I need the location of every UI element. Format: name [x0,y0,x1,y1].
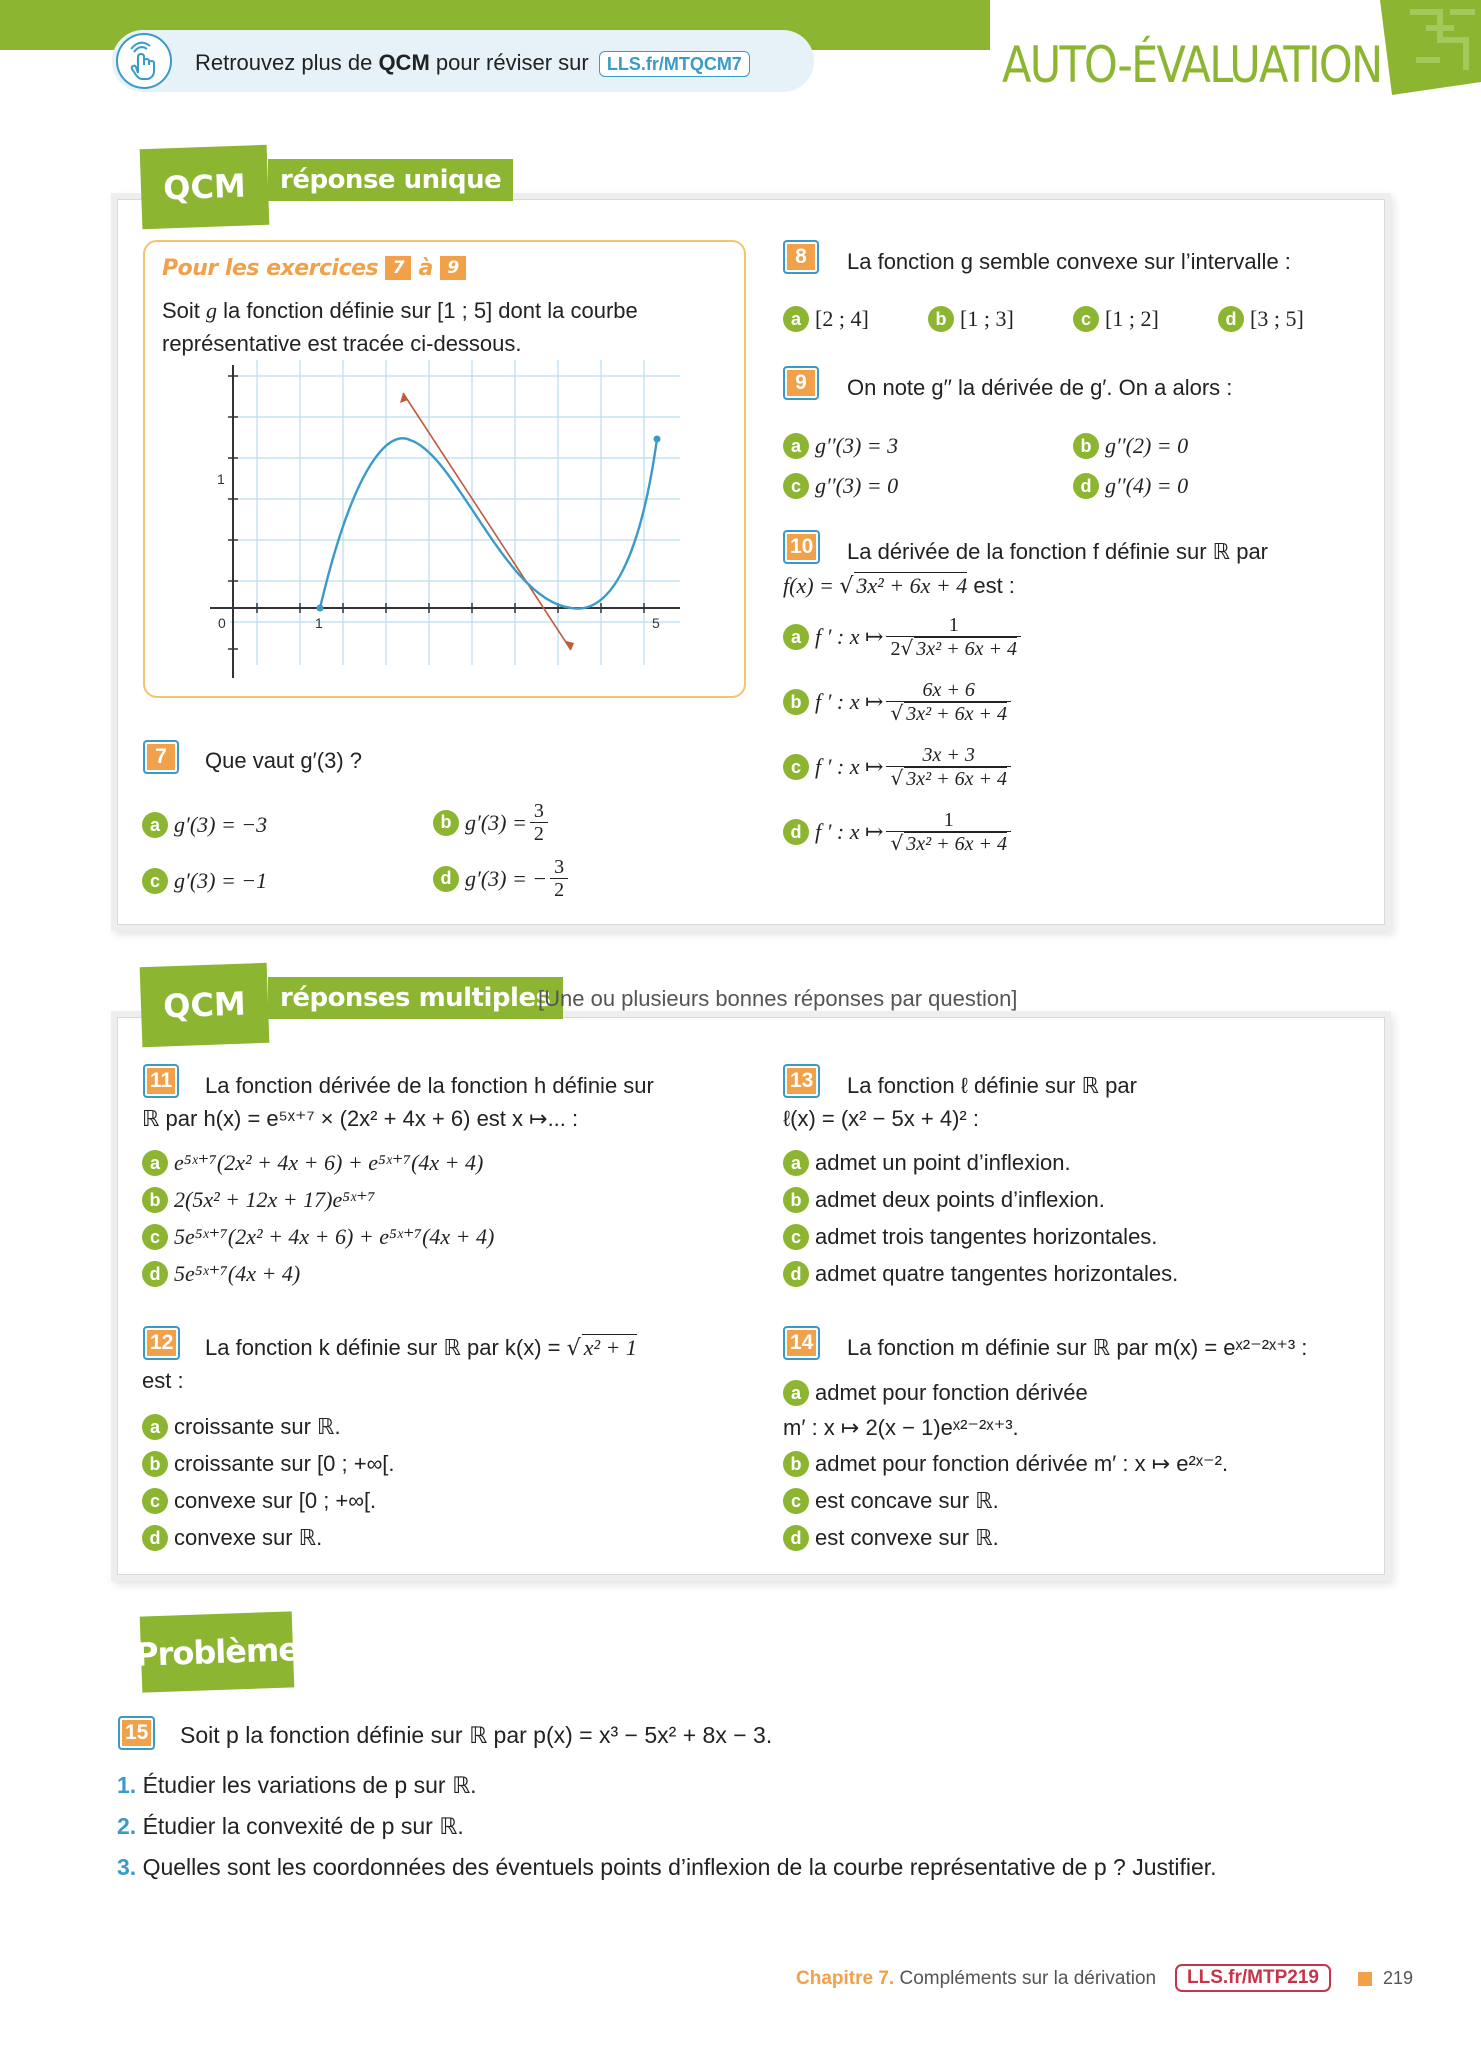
exercise-9-option-c[interactable]: c g′′(3) = 0 [783,473,898,499]
exercise-intro-title: Pour les exercices 7 à 9 [162,256,466,281]
exercise-9-option-b[interactable]: b g′′(2) = 0 [1073,433,1188,459]
exercise-11-text: La fonction dérivée de la fonction h définie sur [205,1073,654,1098]
exercise-10-option-a[interactable]: a f ′ : x ↦ $\frac{1}{\text{2√ 3x² + 6x + 4}}$ [783,614,1024,660]
exercise-12-option-c[interactable]: c convexe sur [0 ; +∞[. [142,1488,376,1514]
exercise-14-option-a[interactable]: a admet pour fonction dérivée [783,1380,1088,1406]
exercise-7-text: Que vaut g′(3) ? [205,748,362,773]
exercise-10-option-b[interactable]: b f ′ : x ↦ $\frac{6x + 6}{\text{√ 3x² + 6x + 4}}$ [783,679,1014,725]
section1-tag: QCM [140,145,270,229]
exercise-7-option-a[interactable]: a g′(3) = −3 [142,812,267,838]
exercise-7-option-b[interactable]: b g′(3) = $\frac{3}{2}$ [433,800,551,845]
axis-x1: 1 [315,615,323,631]
exercise-13-option-b[interactable]: b admet deux points d’inflexion. [783,1187,1105,1213]
exercise-9-text: On note g′′ la dérivée de g′. On a alors : [847,375,1233,400]
exercise-8-option-d[interactable]: d [3 ; 5] [1218,306,1304,332]
exercise-14-option-a-formula: m′ : x ↦ 2(x − 1)eˣ²⁻²ˣ⁺³. [783,1415,1019,1440]
problem-item-1: 1. Étudier les variations de p sur ℝ. [117,1772,477,1798]
exercise-13-option-a[interactable]: a admet un point d’inflexion. [783,1150,1071,1176]
exercise-12-text-2: est : [142,1368,184,1393]
option-a-icon: a [142,812,168,838]
exercise-9-number: 9 [783,366,819,400]
function-graph [195,360,685,690]
tangent-line [403,393,571,650]
problem-tag: Problème [140,1611,295,1692]
header-link[interactable]: LLS.fr/MTQCM7 [599,51,750,77]
exercise-8-option-c[interactable]: c [1 ; 2] [1073,306,1159,332]
exercise-12-option-d[interactable]: d convexe sur ℝ. [142,1525,322,1551]
exercise-14-option-d[interactable]: d est convexe sur ℝ. [783,1525,999,1551]
page-title: AUTO-ÉVALUATION [1002,36,1382,94]
exercise-7-number: 7 [143,740,179,774]
axis-x5: 5 [652,615,660,631]
exercise-13-formula: ℓ(x) = (x² − 5x + 4)² : [783,1106,979,1131]
section1-subtitle: réponse unique [268,159,513,201]
option-b-icon: b [433,810,459,836]
header-text: Retrouvez plus de QCM pour réviser sur LLS.fr/MTQCM7 [195,50,750,77]
exercise-13-option-d[interactable]: d admet quatre tangentes horizontales. [783,1261,1178,1287]
problem-intro: Soit p la fonction définie sur ℝ par p(x) = x³ − 5x² + 8x − 3. [180,1722,773,1748]
exercise-13-text: La fonction ℓ définie sur ℝ par [847,1073,1137,1098]
exercise-8-text: La fonction g semble convexe sur l’intervalle : [847,249,1291,274]
exercise-7-option-c[interactable]: c g′(3) = −1 [142,868,267,894]
exercise-10-option-d[interactable]: d f ′ : x ↦ $\frac{1}{\text{√ 3x² + 6x + 4}}$ [783,809,1014,855]
exercise-8-option-b[interactable]: b [1 ; 3] [928,306,1014,332]
exercise-12-text: La fonction k définie sur ℝ par k(x) = √ x² + 1 [205,1335,637,1361]
tap-hand-icon [116,33,172,89]
page-number: 219 [1383,1968,1414,1988]
exercise-10-text: La dérivée de la fonction f définie sur ℝ par [847,539,1269,564]
section2-note: [Une ou plusieurs bonnes réponses par question] [538,986,1018,1011]
option-d-icon: d [433,866,459,892]
exercise-14-number: 14 [783,1326,820,1360]
exercise-11-option-a[interactable]: a e⁵ˣ⁺⁷(2x² + 4x + 6) + e⁵ˣ⁺⁷(4x + 4) [142,1150,483,1176]
exercise-11-option-d[interactable]: d 5e⁵ˣ⁺⁷(4x + 4) [142,1261,300,1287]
section2-tag: QCM [140,963,270,1047]
exercise-14-option-b[interactable]: b admet pour fonction dérivée m′ : x ↦ e²ˣ⁻². [783,1451,1228,1477]
exercise-12-number: 12 [143,1326,180,1360]
footer-square-icon [1358,1972,1372,1986]
exercise-12-option-a[interactable]: a croissante sur ℝ. [142,1414,341,1440]
exercise-9-option-a[interactable]: a g′′(3) = 3 [783,433,898,459]
footer-link[interactable]: LLS.fr/MTP219 [1175,1964,1331,1992]
option-c-icon: c [142,868,168,894]
problem-item-2: 2. Étudier la convexité de p sur ℝ. [117,1813,464,1839]
corner-decoration [1380,0,1481,95]
problem-item-3: 3. Quelles sont les coordonnées des éventuels points d’inflexion de la courbe représentative de p ? Justifier. [117,1854,1217,1880]
exercise-10-number: 10 [783,530,820,564]
exercise-7-option-d[interactable]: d g′(3) = − $\frac{3}{2}$ [433,856,571,901]
exercise-8-option-a[interactable]: a [2 ; 4] [783,306,869,332]
exercise-14-text: La fonction m définie sur ℝ par m(x) = eˣ²⁻²ˣ⁺³ : [847,1335,1308,1360]
exercise-11-number: 11 [143,1064,179,1098]
exercise-8-number: 8 [783,240,819,274]
exercise-intro-text: Soit g la fonction définie sur [1 ; 5] dont la courbe représentative est tracée ci-dessous. [162,298,638,356]
exercise-13-option-c[interactable]: c admet trois tangentes horizontales. [783,1224,1157,1250]
exercise-11-option-b[interactable]: b 2(5x² + 12x + 17)e⁵ˣ⁺⁷ [142,1187,375,1213]
axis-origin: 0 [218,615,226,631]
exercise-10-option-c[interactable]: c f ′ : x ↦ $\frac{3x + 3}{\text{√ 3x² + 6x + 4}}$ [783,744,1014,790]
exercise-15-number: 15 [118,1716,155,1750]
section2-subtitle: réponses multiples [268,977,563,1019]
exercise-12-option-b[interactable]: b croissante sur [0 ; +∞[. [142,1451,395,1477]
exercise-10-formula: f(x) = √ 3x² + 6x + 4 est : [783,573,1015,599]
exercise-13-number: 13 [783,1064,820,1098]
axis-y1: 1 [217,471,225,487]
exercise-9-option-d[interactable]: d g′′(4) = 0 [1073,473,1188,499]
exercise-14-option-c[interactable]: c est concave sur ℝ. [783,1488,999,1514]
footer-chapter: Chapitre 7. Compléments sur la dérivation [796,1968,1157,1989]
exercise-11-formula: ℝ par h(x) = e⁵ˣ⁺⁷ × (2x² + 4x + 6) est x ↦... : [142,1106,579,1131]
exercise-11-option-c[interactable]: c 5e⁵ˣ⁺⁷(2x² + 4x + 6) + e⁵ˣ⁺⁷(4x + 4) [142,1224,494,1250]
